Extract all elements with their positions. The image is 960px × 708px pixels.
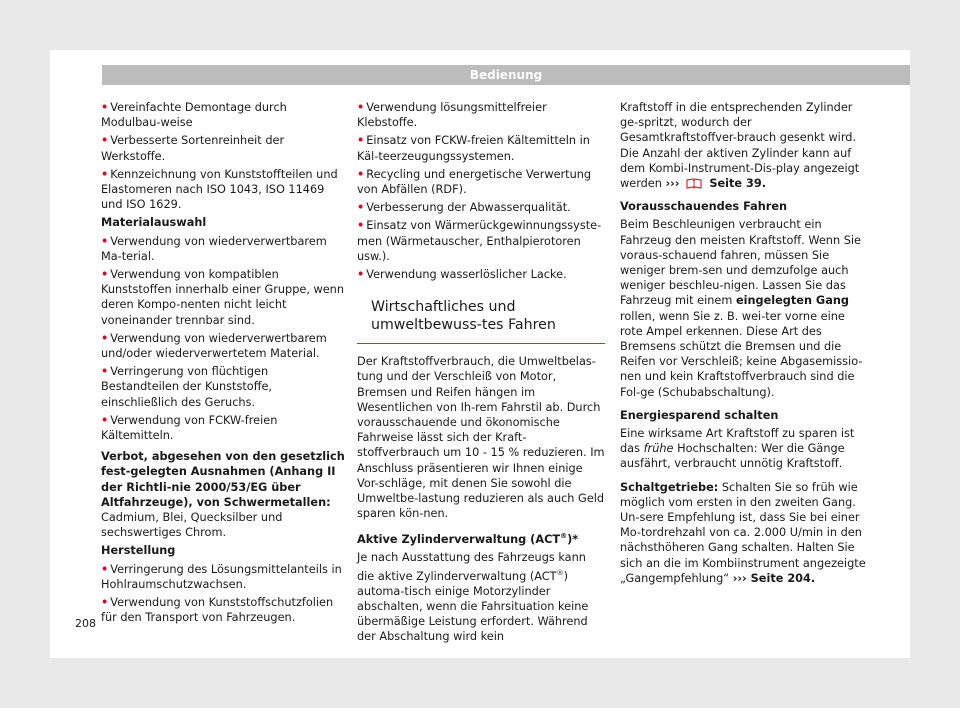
p3-text-b: Hochschalten: Wer die Gänge ausfährt, verbraucht unnötig Kraftstoff. xyxy=(620,442,845,471)
p2-bold: eingelegten Gang xyxy=(735,294,849,308)
bullet-text: Verwendung von wiederverwertbarem Ma-terial. xyxy=(101,234,327,263)
bullet-text: Verbesserung der Abwasserqualität. xyxy=(366,201,571,215)
bullet-item xyxy=(357,218,605,264)
bullet-item xyxy=(101,413,349,443)
bullet-dot-icon: • xyxy=(101,234,109,248)
page-header: Bedienung xyxy=(102,65,910,85)
reference-link-seite-39[interactable]: ››› Seite 39. xyxy=(665,177,767,191)
p3-italic: frühe xyxy=(643,442,674,456)
bullet-text: Verwendung von wiederverwertbarem und/oder wiederverwertetem Material. xyxy=(101,331,327,361)
reference-text: Seite 204 xyxy=(750,571,811,585)
act-reg-mark: ® xyxy=(560,532,568,541)
bullet-dot-icon: • xyxy=(357,167,365,181)
p2-text-b: rollen, wenn Sie z. B. wei-ter vorne eine rote Ampel erkennen. Diese Art des Bremsens schützt die Bremsen und die Reifen vor Verschleiß; keine Abgasemissio-nen und kein Kraftstoffverbrauch sind die Fol-ge (Schubabschaltung). xyxy=(620,309,863,399)
verbot-bold: Verbot, abgesehen von den gesetzlich fest-gelegten Ausnahmen (Anhang II der Richtli-nie 2000/53/EG über Altfahrzeuge), von Schwermetallen: xyxy=(101,450,345,509)
heading-materialauswahl: Materialauswahl xyxy=(101,216,207,230)
act-heading-text: Aktive Zylinderverwaltung (ACT xyxy=(357,533,561,547)
p2-text-a: Beim Beschleunigen verbraucht ein Fahrzeug den meisten Kraftstoff. Wenn Sie voraus-schauend fahren, müssen Sie weniger brem-sen und demzufolge auch weniger beschleu-nigen. Lassen Sie das Fahrzeug mit einem xyxy=(620,218,861,308)
bullet-text: Verringerung des Lösungsmittelanteils in Hohlraumschutzwachsen. xyxy=(101,562,342,591)
bullet-item xyxy=(357,100,605,130)
act-continued-paragraph xyxy=(620,100,868,191)
bullet-text: Einsatz von FCKW-freien Kältemitteln in Käl-teerzeugungssystemen. xyxy=(357,134,590,163)
bullet-item xyxy=(357,267,605,282)
bullet-item xyxy=(101,364,349,410)
bullet-text: Verwendung von kompatiblen Kunststoffen innerhalb einer Gruppe, wenn deren Kompo-nenten nicht leicht voneinander trennbar sind. xyxy=(101,268,345,327)
bullet-text: Vereinfachte Demontage durch Modulbau-weise xyxy=(101,101,287,130)
column-3 xyxy=(620,100,868,589)
bullet-text: Verwendung von FCKW-freien Kältemitteln. xyxy=(101,413,278,443)
bullet-dot-icon: • xyxy=(101,101,109,114)
bullet-dot-icon: • xyxy=(101,596,109,610)
bullet-dot-icon: • xyxy=(101,134,109,148)
section-title: Wirtschaftliches und umweltbewuss-tes Fahren xyxy=(357,298,605,344)
bullet-dot-icon: • xyxy=(101,268,109,282)
bullet-item xyxy=(357,167,605,197)
bullet-text: Verringerung von flüchtigen Bestandteilen der Kunststoffe, einschließlich des Geruchs. xyxy=(101,365,273,409)
bullet-text: Verwendung lösungsmittelfreier Klebstoffe. xyxy=(357,101,547,130)
heading-vorausschauend: Vorausschauendes Fahren xyxy=(620,200,788,214)
column-1 xyxy=(101,100,349,629)
bullet-dot-icon: • xyxy=(101,562,109,576)
bullet-item xyxy=(101,167,349,213)
p4-text: Schalten Sie so früh wie möglich vom ersten in den zweiten Gang. Un-sere Empfehlung ist, dass Sie bei einer Mo-tordrehzahl von ca. 2.000 U/min in den nächsthöheren Gang schalten. Halten Sie sich an die im Kombiinstrument angezeigte „Gangempfehlung“ xyxy=(620,480,866,585)
bullet-dot-icon: • xyxy=(357,268,365,282)
bullet-text: Verbesserte Sortenreinheit der Werkstoffe. xyxy=(101,134,285,163)
p4-bold: Schaltgetriebe: xyxy=(620,480,719,494)
column-2 xyxy=(357,100,605,647)
heading-act xyxy=(357,529,605,547)
bullet-item xyxy=(101,100,349,130)
bullet-text: Verwendung von Kunststoffschutzfolien für den Transport von Fahrzeugen. xyxy=(101,596,334,625)
heading-herstellung: Herstellung xyxy=(101,544,176,558)
verbot-paragraph xyxy=(101,449,349,540)
bullet-item xyxy=(101,133,349,163)
bullet-item xyxy=(357,133,605,163)
schaltgetriebe-paragraph xyxy=(620,480,868,586)
act-text-b: ) automa-tisch einige Motorzylinder abschalten, wenn die Fahrsituation keine übermäßige Leistung erfordert. Während der Abschaltung wird kein xyxy=(357,569,589,644)
bullet-text: Einsatz von Wärmerückgewinnungssyste-men (Wärmetauscher, Enthalpierotoren usw.). xyxy=(357,219,602,263)
bullet-item xyxy=(101,267,349,328)
act-text-a: Je nach Ausstattung des Fahrzeugs kann die aktive Zylinderverwaltung (ACT xyxy=(357,551,586,583)
bullet-item xyxy=(101,562,349,592)
bullet-dot-icon: • xyxy=(101,167,109,181)
bullet-text: Verwendung wasserlöslicher Lacke. xyxy=(366,268,567,282)
page-number: 208 xyxy=(75,617,96,630)
book-icon xyxy=(686,178,702,189)
bullet-item xyxy=(357,200,605,215)
bullet-item xyxy=(101,595,349,625)
bullet-text: Kennzeichnung von Kunststoffteilen und Elastomeren nach ISO 1043, ISO 11469 und ISO 1629. xyxy=(101,167,338,212)
act-heading-end: )* xyxy=(567,533,579,547)
energiesparend-paragraph xyxy=(620,426,868,472)
bullet-dot-icon: • xyxy=(101,365,109,379)
bullet-item xyxy=(101,331,349,361)
bullet-dot-icon: • xyxy=(357,219,365,233)
reference-link-seite-204[interactable]: ››› Seite 204. xyxy=(732,571,816,585)
bullet-dot-icon: • xyxy=(357,201,365,215)
p1-text: Kraftstoff in die entsprechenden Zylinder ge-spritzt, wodurch der Gesamtkraftstoffver-brauch gesenkt wird. Die Anzahl der aktiven Zylinder kann auf dem Kombi-Instrument-Dis-play angezeigt werden xyxy=(620,101,860,191)
verbot-text: Cadmium, Blei, Quecksilber und sechswertiges Chrom. xyxy=(101,511,283,540)
act-paragraph xyxy=(357,550,605,644)
bullet-text: Recycling und energetische Verwertung von Abfällen (RDF). xyxy=(357,167,592,197)
reference-arrows-icon: ››› xyxy=(732,571,747,585)
bullet-item xyxy=(101,234,349,264)
reference-arrows-icon: ››› xyxy=(665,177,680,191)
bullet-dot-icon: • xyxy=(101,413,109,427)
vorausschauend-paragraph xyxy=(620,217,868,399)
bullet-dot-icon: • xyxy=(101,331,109,345)
p3-text-a: Eine wirksame Art Kraftstoff zu sparen ist das xyxy=(620,427,855,456)
bullet-dot-icon: • xyxy=(357,101,365,114)
heading-energiesparend: Energiesparend schalten xyxy=(620,408,779,422)
reference-text: Seite 39 xyxy=(709,177,762,191)
manual-page xyxy=(50,50,910,658)
act-text-reg: ® xyxy=(556,568,564,577)
bullet-dot-icon: • xyxy=(357,134,365,148)
intro-paragraph: Der Kraftstoffverbrauch, die Umweltbelas-tung und der Verschleiß von Motor, Bremsen und Reifen hängen im Wesentlichen von Ih-rem Fahrstil ab. Durch vorausschauende und ökonomische Fahrweise lässt sich der Kraft-stoffverbrauch um 10 - 15 % reduzieren. Im Anschluss präsentieren wir Ihnen einige Vor-schläge, mit denen Sie sowohl die Umweltbe-lastung reduzieren als auch Geld sparen kön-nen. xyxy=(357,355,605,521)
